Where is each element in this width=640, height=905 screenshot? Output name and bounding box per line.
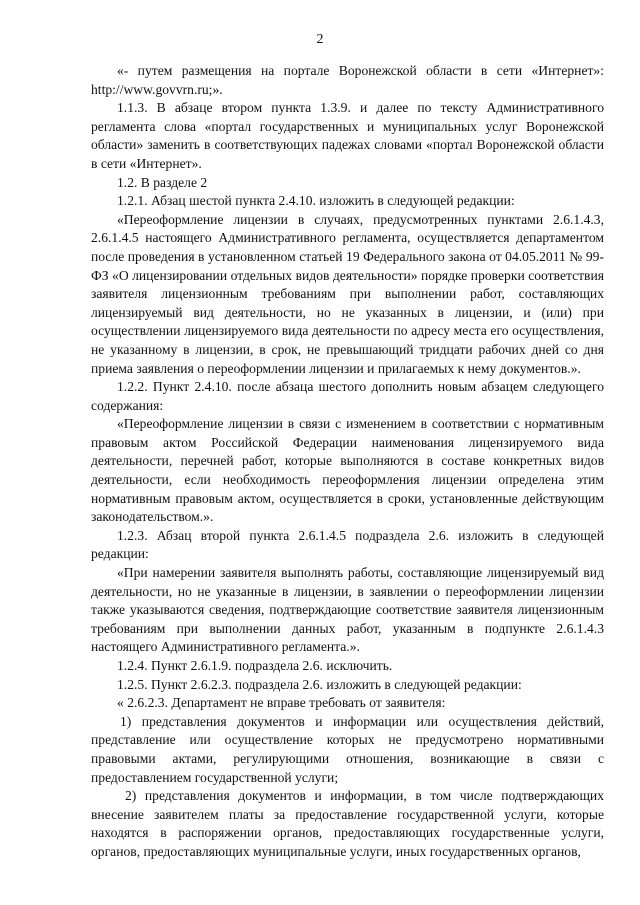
paragraph-1-2-5: 1.2.5. Пункт 2.6.2.3. подраздела 2.6. изложить в следующей редакции:	[117, 676, 522, 692]
paragraph-quote-reissue-cases: «Переоформление лицензии в случаях, предусмотренных пунктами 2.6.1.4.3, 2.6.1.4.5 настоящего Административного регламента, осуществляется департаментом после проведения в установленном статьей 19 Федерального закона от 04.05.2011 № 99-ФЗ «О лицензировании отдельных видов деятельности» порядке проверки соответствия заявителя лицензионным требованиям при выполнении работ, составляющих лицензируемый вид деятельности, но не указанных в лицензии, и (или) при осуществлении лицензируемого вида деятельности по адресу места его осуществления, не указанному в лицензии, в срок, не превышающий тридцати рабочих дней со дня приема заявления о переоформлении лицензии и прилагаемых к нему документов.».	[91, 211, 604, 376]
document-body	[91, 62, 604, 862]
paragraph-quote-applicant-intent: «При намерении заявителя выполнять работы, составляющие лицензируемый вид деятельности, но не указанные в лицензии, в заявлении о переоформлении лицензии также указываются сведения, подтверждающие соответствие заявителя лицензионным требованиям при выполнении данных работ, указанным в подпункте 2.6.1.4.3 настоящего Административного регламента.».	[91, 565, 604, 655]
paragraph-1-2-3: 1.2.3. Абзац второй пункта 2.6.1.4.5 подраздела 2.6. изложить в следующей редакции:	[91, 527, 604, 562]
paragraph-quote-reissue-normative: «Переоформление лицензии в связи с изменением в соответствии с нормативным правовым актом Российской Федерации наименования лицензируемого вида деятельности, перечней работ, которые выполняются в составе конкретных видов деятельности, если необходимость переоформления лицензии определена этим нормативным правовым актом, осуществляется в сроки, установленные действующим законодательством.».	[91, 416, 604, 525]
paragraph-2-6-2-3: « 2.6.2.3. Департамент не вправе требовать от заявителя:	[117, 695, 446, 711]
paragraph-item-2: 2) представления документов и информации, в том числе подтверждающих внесение заявителем платы за предоставление государственной услуги, которые находятся в распоряжении органов, предоставляющих государственные услуги, органов, предоставляющих муниципальные услуги, иных государственных органов,	[91, 788, 604, 859]
paragraph-1-2-4: 1.2.4. Пункт 2.6.1.9. подраздела 2.6. исключить.	[117, 658, 393, 673]
paragraph-item-1: 1) представления документов и информации или осуществления действий, представление или осуществление которых не предусмотрено нормативными правовыми актами, регулирующими отношения, возникающие в связи с предоставлением государственной услуги;	[91, 713, 604, 785]
paragraph-portal-address: «- путем размещения на портале Воронежской области в сети «Интернет»: http://www.govvrn.ru;».	[91, 63, 604, 97]
paragraph-1-2-2: 1.2.2. Пункт 2.4.10. после абзаца шестого дополнить новым абзацем следующего содержания:	[91, 379, 604, 413]
paragraph-1-2-1: 1.2.1. Абзац шестой пункта 2.4.10. изложить в следующей редакции:	[117, 193, 515, 209]
paragraph-1-2: 1.2. В разделе 2	[117, 174, 208, 190]
paragraph-1-1-3: 1.1.3. В абзаце втором пункта 1.3.9. и далее по тексту Административного регламента слова «портал государственных и муниципальных услуг Воронежской области» заменить в соответствующих падежах словами «портал Воронежской области в сети «Интернет».	[91, 100, 604, 171]
page-number: 2	[316, 32, 324, 47]
